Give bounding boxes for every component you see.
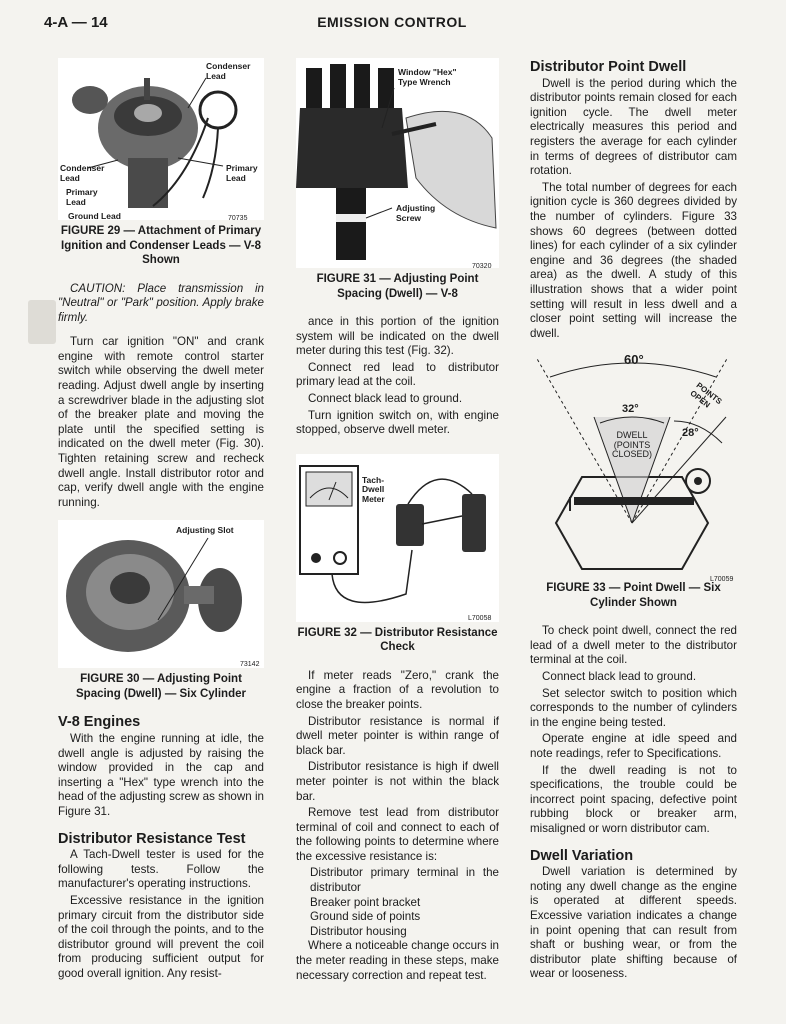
paragraph: Remove test lead from distributor terminal of coil and connect to each of the following points to determine where the excessive resistance is:: [296, 806, 499, 863]
paragraph: Distributor resistance is normal if dwell meter pointer is within range of black bar.: [296, 714, 499, 757]
page-number: 4-A — 14: [44, 14, 108, 31]
paragraph: ance in this portion of the ignition system will be indicated on the dwell meter during this test (Fig. 32).: [296, 315, 499, 358]
paragraph: If meter reads "Zero," crank the engine a fraction of a revolution to close the breaker points.: [296, 668, 499, 711]
paragraph: The total number of degrees for each ignition cycle is 360 degrees divided by the number of cylinders. Figure 33 shows 60 degrees (between dotted lines) for each cylinder of a six cylinder engine and 36 degrees (the shaded area) as the dwell. A study of this illustration shows that a wider point setting will result in less dwell and a closer point setting will increase the dwell.: [530, 180, 737, 340]
figure-code: L70058: [468, 614, 492, 622]
figure-32-caption: FIGURE 32 — Distributor Resistance Check: [297, 626, 498, 654]
paragraph: Connect red lead to distributor primary lead at the coil.: [296, 360, 499, 389]
column-3: [530, 58, 737, 984]
figure-code: 70735: [228, 215, 248, 222]
paragraph: Where a noticeable change occurs in the meter reading in these steps, make necessary correction and repeat test.: [296, 939, 499, 982]
point-dwell-diagram: [530, 347, 737, 591]
dwell-label: [600, 431, 664, 460]
page-title: EMISSION CONTROL: [317, 14, 467, 30]
section-heading-point-dwell: Distributor Point Dwell: [530, 59, 687, 75]
label-condenser-lead: Condenser Lead: [60, 163, 105, 183]
figure-code: 73142: [240, 661, 260, 669]
label-adjusting-slot: Adjusting Slot: [176, 525, 234, 536]
figure-31: [296, 58, 499, 268]
paragraph: Operate engine at idle speed and note readings, refer to Specifications.: [530, 732, 737, 761]
section-heading-resistance-test: Distributor Resistance Test: [58, 830, 246, 847]
paragraph: Connect black lead to ground.: [308, 391, 463, 405]
label-tach-dwell-meter: Tach-Dwell Meter: [362, 474, 385, 504]
section-heading-dwell-variation: Dwell Variation: [530, 847, 634, 864]
page-edge-tab: [28, 300, 56, 344]
dwell-line: CLOSED): [611, 449, 652, 460]
paragraph: Turn car ignition "ON" and crank engine with remote control starter switch while observing the dwell meter reading. Adjust dwell angle by inserting a screwdriver blade in the adjusting slot of the breaker plate and moving the plate until the specified setting is indicated on the dwell meter (Fig. 30). Tighten retaining screw and recheck dwell angle. Install distributor rotor and cap, verify dwell angle with the engine running.: [58, 335, 264, 509]
hex-wrench-illustration: [296, 58, 499, 268]
paragraph: Turn ignition switch on, with engine stopped, observe dwell meter.: [296, 408, 499, 437]
paragraph: With the engine running at idle, the dwell angle is adjusted by raising the window provided in the cap and inserting a "Hex" type wrench into the head of the adjusting screw as shown in Figure 31.: [58, 732, 264, 818]
label-32-degrees: 32°: [622, 403, 639, 416]
list-item: Ground side of points: [310, 910, 421, 924]
figure-33: [530, 347, 737, 591]
label-condenser-lead-top: Condenser Lead: [206, 61, 251, 81]
figure-29: [58, 58, 264, 220]
dwell-line: (POINTS: [613, 439, 651, 450]
label-60-degrees: 60°: [624, 352, 644, 368]
column-1: [58, 58, 264, 984]
paragraph: Connect black lead to ground.: [542, 670, 697, 684]
list-item: Breaker point bracket: [310, 895, 421, 909]
label-ground-lead: Ground Lead: [68, 211, 121, 221]
figure-32: [296, 454, 499, 622]
distributor-slot-illustration: [58, 520, 264, 668]
label-adjusting-screw: Adjusting Screw: [396, 203, 436, 223]
paragraph: Set selector switch to position which corresponds to the number of cylinders in the engine being tested.: [530, 686, 737, 729]
list-item: Distributor primary terminal in the distributor: [310, 866, 499, 895]
paragraph: To check point dwell, connect the red lead of a dwell meter to the distributor terminal at the coil.: [530, 624, 737, 667]
caution-text: CAUTION: Place transmission in "Neutral" or "Park" position. Apply brake firmly.: [58, 281, 264, 324]
list-item: Distributor housing: [310, 924, 407, 938]
label-window-hex-wrench: Window "Hex" Type Wrench: [398, 67, 457, 87]
figure-31-caption: FIGURE 31 — Adjusting Point Spacing (Dwell) — V-8: [316, 273, 479, 300]
paragraph: If the dwell reading is not to specifications, the trouble could be incorrect point spacing, defective point rubbing block or breaker arm, misaligned or worn distributor cam.: [530, 763, 737, 835]
figure-30: [58, 520, 264, 668]
section-heading-v8: V-8 Engines: [58, 714, 141, 731]
paragraph: Excessive resistance in the ignition primary circuit from the distributor side of the coil through the points, and to the distributor ground will prevent the coil from producing sufficient output for good overall ignition. Any resist-: [58, 893, 264, 980]
dwell-line: DWELL: [616, 430, 648, 441]
label-primary-lead-left: Primary Lead: [66, 187, 98, 207]
label-28-degrees: 28°: [682, 427, 699, 440]
figure-29-caption: FIGURE 29 — Attachment of Primary Ignition and Condenser Leads — V-8 Shown: [60, 225, 262, 266]
figure-33-caption: FIGURE 33 — Point Dwell — Six Cylinder Shown: [546, 582, 721, 609]
column-2: [296, 58, 499, 985]
paragraph: Dwell variation is determined by noting any dwell change as the engine is operated at different speeds. Excessive variation indicates a change in point opening that can result from shaft or bushing wear, or from the distributor plate shifting because of wear or looseness.: [530, 865, 737, 981]
figure-code: 70320: [472, 263, 492, 270]
paragraph: Dwell is the period during which the distributor points remain closed for each ignition cycle. The dwell meter electrically measures this period and registers the average for each cylinder in terms of degrees of distributor cam rotation.: [530, 76, 737, 178]
paragraph: A Tach-Dwell tester is used for the following tests. Follow the manufacturer's operating instructions.: [58, 848, 264, 891]
label-points-open: POINTS OPEN: [688, 380, 724, 410]
label-primary-lead-right: Primary Lead: [226, 163, 258, 183]
page-header: [0, 14, 786, 34]
figure-30-caption: FIGURE 30 — Adjusting Point Spacing (Dwell) — Six Cylinder: [76, 673, 246, 700]
figure-code: L70059: [710, 576, 734, 584]
paragraph: Distributor resistance is high if dwell meter pointer is not within the black bar.: [296, 760, 499, 803]
